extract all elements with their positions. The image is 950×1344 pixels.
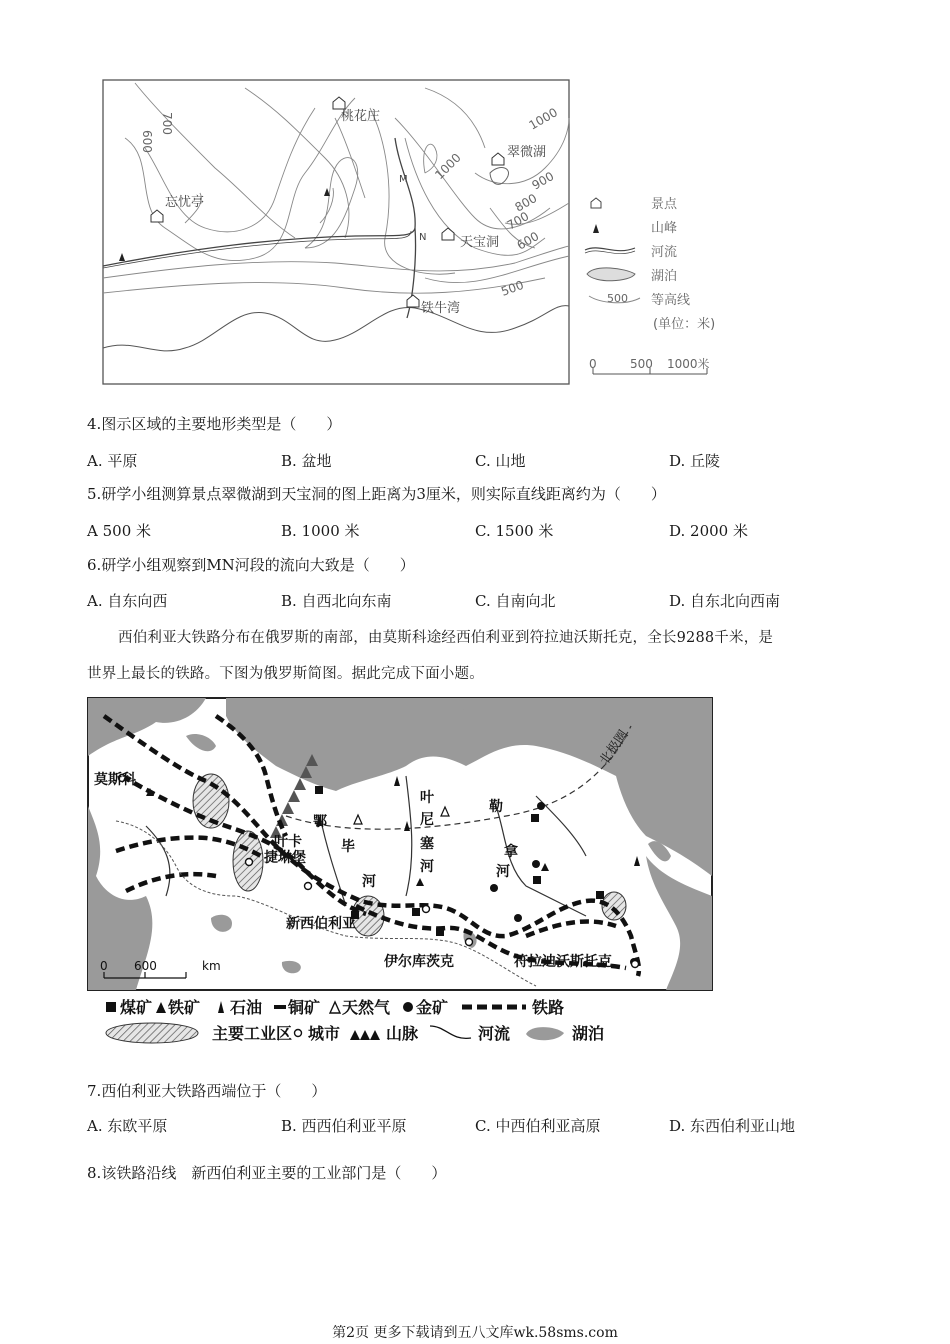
city-label: 莫斯科 xyxy=(94,772,136,788)
contour-value: 700 xyxy=(504,209,532,233)
question-4 xyxy=(87,414,341,434)
legend-label: 铜矿 xyxy=(288,998,321,1017)
peak-icon xyxy=(324,188,330,196)
city-marker xyxy=(246,859,253,866)
option: A. 平原 xyxy=(87,452,138,470)
option: D. 2000 米 xyxy=(669,522,748,540)
option: B. 1000 米 xyxy=(281,522,360,540)
question-stem: 该铁路沿线 新西伯利亚主要的工业部门是（ ） xyxy=(101,1164,447,1182)
city-label: 叶卡 xyxy=(274,834,302,850)
question-number: 7. xyxy=(87,1082,102,1100)
river-icon xyxy=(430,1026,471,1038)
gold-icon xyxy=(532,860,540,868)
option: A 500 米 xyxy=(87,522,151,540)
question-stem: 研学小组观察到MN河段的流向大致是（ ） xyxy=(101,556,415,574)
option: D. 自东北向西南 xyxy=(669,592,781,610)
legend-label: 湖泊 xyxy=(572,1024,605,1043)
city-label: 捷琳堡 xyxy=(264,850,306,866)
option: C. 自南向北 xyxy=(475,592,556,610)
contour-value: 700 xyxy=(160,112,174,135)
lake xyxy=(490,168,509,185)
contour-value: 1000 xyxy=(432,150,464,183)
page-footer: 第2页 更多下载请到五八文库wk.58sms.com xyxy=(332,1325,618,1341)
legend-label: 主要工业区 xyxy=(212,1024,293,1043)
scenic-spot-icon xyxy=(333,97,345,109)
option: B. 西西伯利亚平原 xyxy=(281,1117,407,1135)
place-label: 天宝洞 xyxy=(460,235,500,250)
legend-label: 铁矿 xyxy=(168,998,201,1017)
russia-legend-row2 xyxy=(106,1023,604,1043)
question-number: 5. xyxy=(87,485,102,503)
city-label: 伊尔库茨克 xyxy=(384,954,454,970)
gold-icon xyxy=(514,914,522,922)
legend-label: 天然气 xyxy=(342,998,391,1017)
coal-icon xyxy=(531,814,539,822)
contour-value: 1000 xyxy=(526,105,560,133)
question-stem: 西伯利亚大铁路西端位于（ ） xyxy=(101,1082,327,1100)
river-label: 河 xyxy=(420,859,434,875)
river-label: 叶 xyxy=(420,790,434,806)
legend-label: 河流 xyxy=(478,1024,511,1043)
russia-legend-row1 xyxy=(106,998,564,1017)
coal-icon xyxy=(436,928,444,936)
scenic-spot-icon xyxy=(407,295,419,307)
contour-value: 800 xyxy=(512,191,540,215)
legend-label: 等高线 xyxy=(651,293,691,308)
river-label: 毕 xyxy=(341,839,355,855)
city-marker xyxy=(305,883,312,890)
peak-icon xyxy=(593,224,599,233)
legend-label: 山峰 xyxy=(651,221,678,236)
copper-icon xyxy=(274,1005,286,1009)
russia-map xyxy=(86,696,716,1050)
city-marker xyxy=(466,939,473,946)
contour-value: 900 xyxy=(529,169,557,193)
question-7 xyxy=(87,1081,326,1101)
legend-label: 煤矿 xyxy=(120,998,153,1017)
river-label: 勒 xyxy=(489,799,503,815)
option: A. 东欧平原 xyxy=(87,1117,168,1135)
river-label: 塞 xyxy=(420,836,434,852)
gold-icon xyxy=(490,884,498,892)
industrial-region-icon xyxy=(106,1023,198,1043)
scale-label: 0 xyxy=(100,959,108,973)
question-6 xyxy=(87,555,415,575)
point-label: M xyxy=(399,174,408,185)
lake-icon xyxy=(587,268,635,281)
legend-label: 河流 xyxy=(651,245,678,260)
contour-value: 600 xyxy=(514,229,542,253)
legend-label: 景点 xyxy=(651,197,678,212)
scale-label: 600 xyxy=(134,959,157,973)
question-number: 4. xyxy=(87,415,102,433)
place-label: 翠微湖 xyxy=(507,145,547,160)
passage-line: 西伯利亚大铁路分布在俄罗斯的南部，由莫斯科途经西伯利亚到符拉迪沃斯托克，全长9288千米，是 xyxy=(118,630,774,646)
topographic-map xyxy=(95,78,755,390)
option: B. 盆地 xyxy=(281,452,332,470)
place-label: 铁牛湾 xyxy=(421,301,461,316)
scale-label: 1000米 xyxy=(667,357,710,371)
scale-label: 0 xyxy=(589,357,597,371)
legend-label: 金矿 xyxy=(416,998,449,1017)
river-icon xyxy=(585,248,635,251)
mountain-icon xyxy=(350,1030,380,1040)
point-label: N xyxy=(419,232,427,243)
coal-icon xyxy=(315,786,323,794)
question-8 xyxy=(87,1163,446,1183)
question-stem: 图示区域的主要地形类型是（ ） xyxy=(101,415,342,433)
option: C. 中西伯利亚高原 xyxy=(475,1117,601,1135)
passage-line: 世界上最长的铁路。下图为俄罗斯简图。据此完成下面小题。 xyxy=(87,666,484,682)
question-number: 8. xyxy=(87,1164,102,1182)
legend-label: (单位：米) xyxy=(653,317,716,332)
question-number: 6. xyxy=(87,556,102,574)
river-label: 河 xyxy=(496,864,510,880)
scenic-spot-icon xyxy=(442,228,454,240)
scenic-spot-icon xyxy=(591,198,601,208)
option: A. 自东向西 xyxy=(87,592,168,610)
option: D. 丘陵 xyxy=(669,452,721,470)
option: C. 山地 xyxy=(475,452,526,470)
legend-label: 山脉 xyxy=(386,1024,419,1043)
city-marker xyxy=(423,906,430,913)
gas-icon xyxy=(330,1002,340,1013)
place-label: 桃花庄 xyxy=(341,109,381,124)
legend-contour-value: 500 xyxy=(607,292,628,305)
place-label: 忘忧亭 xyxy=(165,195,205,210)
gold-icon xyxy=(403,1002,413,1012)
question-5 xyxy=(87,484,666,504)
iron-icon xyxy=(156,1002,166,1013)
city-icon xyxy=(295,1030,302,1037)
scale-label: 500 xyxy=(630,357,653,371)
coal-icon xyxy=(596,891,604,899)
coal-icon xyxy=(533,876,541,884)
contour-value: 500 xyxy=(499,277,526,299)
option: D. 东西伯利亚山地 xyxy=(669,1117,796,1135)
gold-icon xyxy=(537,802,545,810)
arctic-label: 北极圈 xyxy=(596,727,632,769)
peak-icon xyxy=(119,253,125,261)
legend-label: 铁路 xyxy=(532,998,565,1017)
coal-icon xyxy=(106,1002,116,1012)
legend-label: 湖泊 xyxy=(651,269,678,284)
scenic-spot-icon xyxy=(492,153,504,165)
scale-label: km xyxy=(202,959,221,973)
question-stem: 研学小组测算景点翠微湖到天宝洞的图上距离为3厘米，则实际直线距离约为（ ） xyxy=(101,485,666,503)
coal-icon xyxy=(412,908,420,916)
option: C. 1500 米 xyxy=(475,522,554,540)
scenic-spot-icon xyxy=(151,210,163,222)
river-label: 河 xyxy=(362,874,376,890)
city-label: 符拉迪沃斯托克 xyxy=(514,954,612,970)
lake-icon xyxy=(526,1027,564,1040)
city-label: 新西伯利亚 xyxy=(286,916,356,932)
option: B. 自西北向东南 xyxy=(281,592,392,610)
contour-value: 600 xyxy=(140,130,154,153)
river-label: 尼 xyxy=(420,812,434,828)
oil-icon xyxy=(218,1001,224,1013)
topo-legend xyxy=(585,196,715,374)
city-marker xyxy=(632,961,639,968)
legend-label: 石油 xyxy=(230,998,263,1017)
legend-label: 城市 xyxy=(308,1024,341,1043)
river-label: 鄂 xyxy=(313,814,327,830)
river-label: 拿 xyxy=(504,844,518,860)
